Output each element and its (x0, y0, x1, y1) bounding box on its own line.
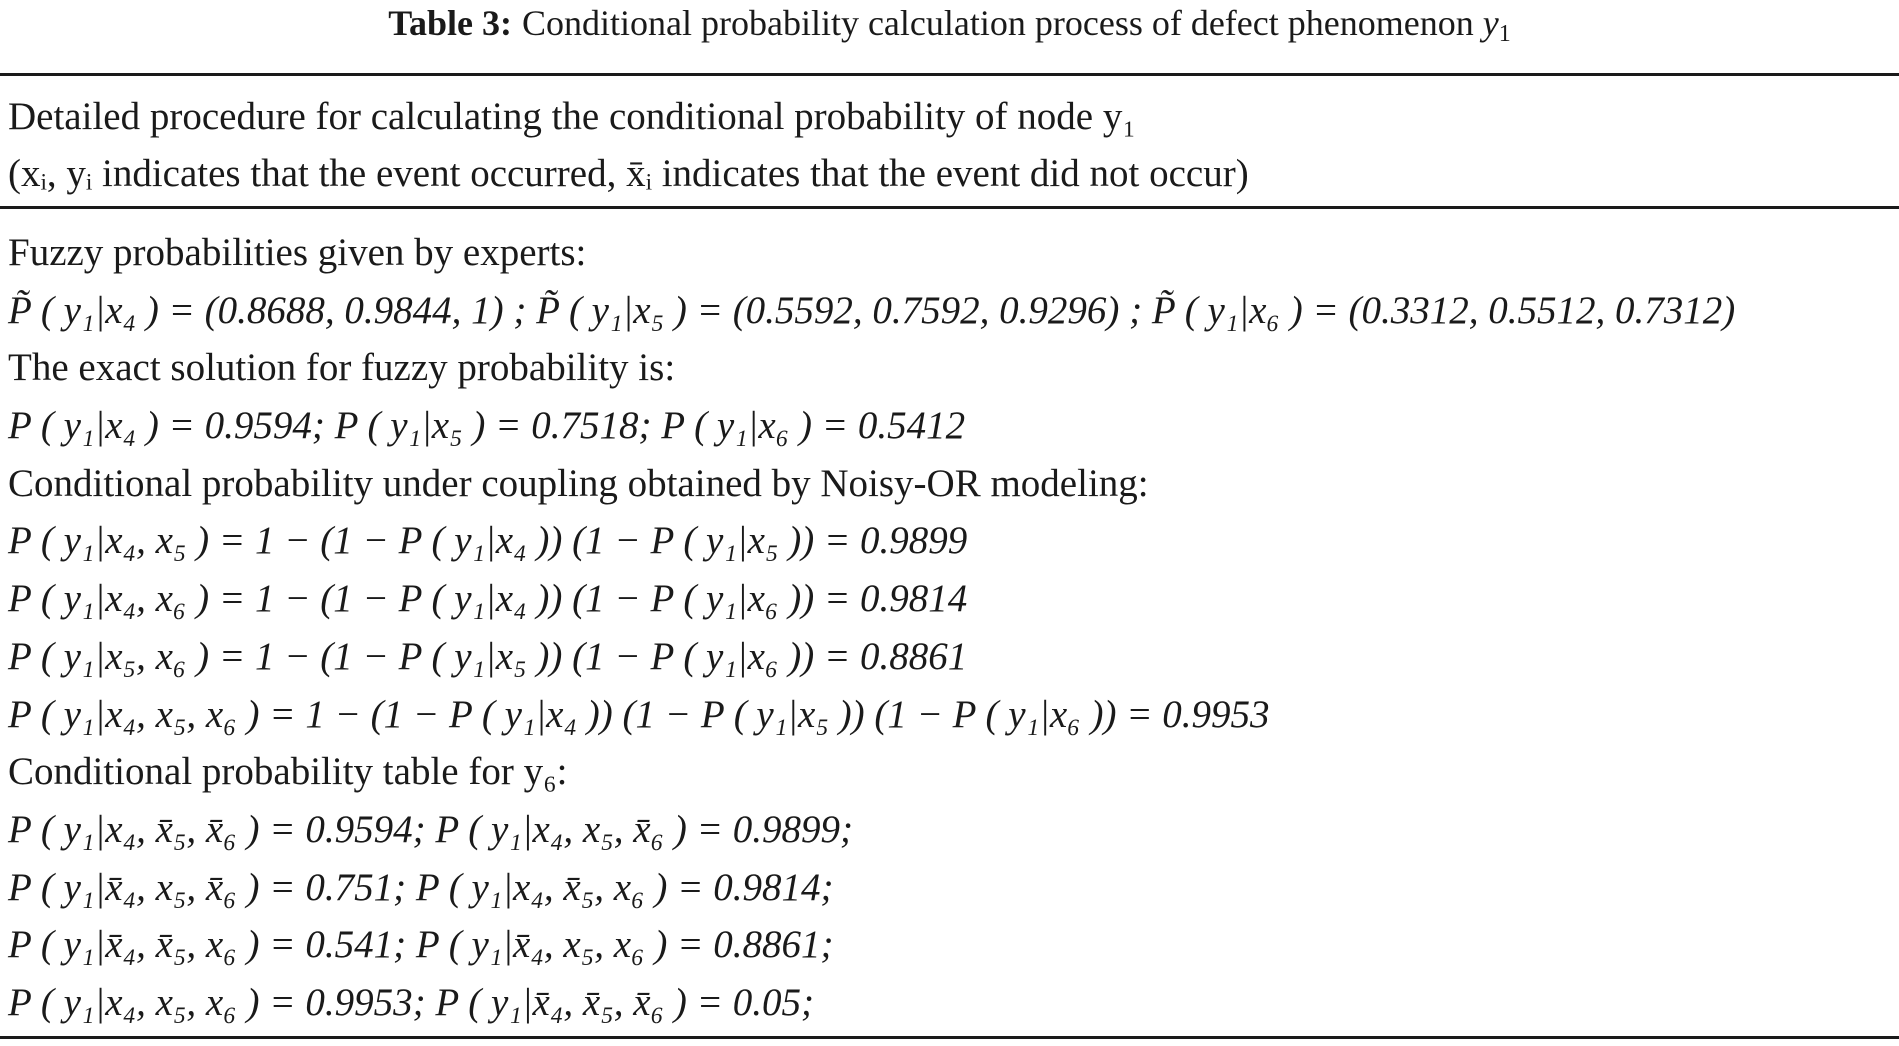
table-header (8, 88, 1888, 202)
noisy-or-line: P ( y₁|x₄, x₆ ) = 1 − (1 − P ( y₁|x₄ )) (1 − P ( y₁|x₆ )) = 0.9814 (8, 577, 968, 621)
noisy-or-line: P ( y₁|x₄, x₅, x₆ ) = 1 − (1 − P ( y₁|x₄ )) (1 − P ( y₁|x₅ )) (1 − P ( y₁|x₆ )) = 0.9953 (8, 692, 1270, 736)
header-line-2: (xᵢ, yᵢ indicates that the event occurred, x̄ᵢ indicates that the event did not occur) (8, 152, 1249, 195)
header-rule (0, 206, 1899, 209)
header-line-1: Detailed procedure for calculating the conditional probability of node y₁ (8, 95, 1136, 138)
noisy-or-line: P ( y₁|x₅, x₆ ) = 1 − (1 − P ( y₁|x₅ )) (1 − P ( y₁|x₆ )) = 0.8861 (8, 634, 968, 678)
table-body (8, 224, 1893, 1032)
exact-heading: The exact solution for fuzzy probability is: (8, 346, 676, 390)
exact-values: P ( y₁|x₄ ) = 0.9594; P ( y₁|x₅ ) = 0.7518; P ( y₁|x₆ ) = 0.5412 (8, 404, 966, 448)
cpt-line: P ( y₁|x̄₄, x₅, x̄₆ ) = 0.751; P ( y₁|x₄, x̄₅, x₆ ) = 0.9814; (8, 865, 834, 909)
top-rule (0, 73, 1899, 76)
fuzzy-heading: Fuzzy probabilities given by experts: (8, 231, 587, 274)
caption-variable-subscript: 1 (1498, 21, 1511, 47)
caption-label: Table 3: (388, 3, 512, 43)
noisy-or-heading: Conditional probability under coupling obtained by Noisy-OR modeling: (8, 461, 1149, 505)
noisy-or-line: P ( y₁|x₄, x₅ ) = 1 − (1 − P ( y₁|x₄ )) (1 − P ( y₁|x₅ )) = 0.9899 (8, 519, 968, 563)
caption-text: Conditional probability calculation process of defect phenomenon (521, 3, 1474, 43)
table-caption (0, 0, 1899, 46)
cpt-heading: Conditional probability table for y₆: (8, 750, 568, 794)
cpt-line: P ( y₁|x̄₄, x̄₅, x₆ ) = 0.541; P ( y₁|x̄₄, x₅, x₆ ) = 0.8861; (8, 923, 834, 967)
fuzzy-values: P̃ ( y₁|x₄ ) = (0.8688, 0.9844, 1) ; P̃ ( y₁|x₅ ) = (0.5592, 0.7592, 0.9296) ; P̃ ( y₁|x₆ ) = (0.3312, 0.5512, 0.7312) (8, 288, 1736, 332)
cpt-line: P ( y₁|x₄, x̄₅, x̄₆ ) = 0.9594; P ( y₁|x₄, x₅, x̄₆ ) = 0.9899; (8, 807, 853, 851)
bottom-rule (0, 1036, 1899, 1039)
cpt-line: P ( y₁|x₄, x₅, x₆ ) = 0.9953; P ( y₁|x̄₄, x̄₅, x̄₆ ) = 0.05; (8, 980, 814, 1024)
caption-variable: y (1482, 3, 1499, 43)
